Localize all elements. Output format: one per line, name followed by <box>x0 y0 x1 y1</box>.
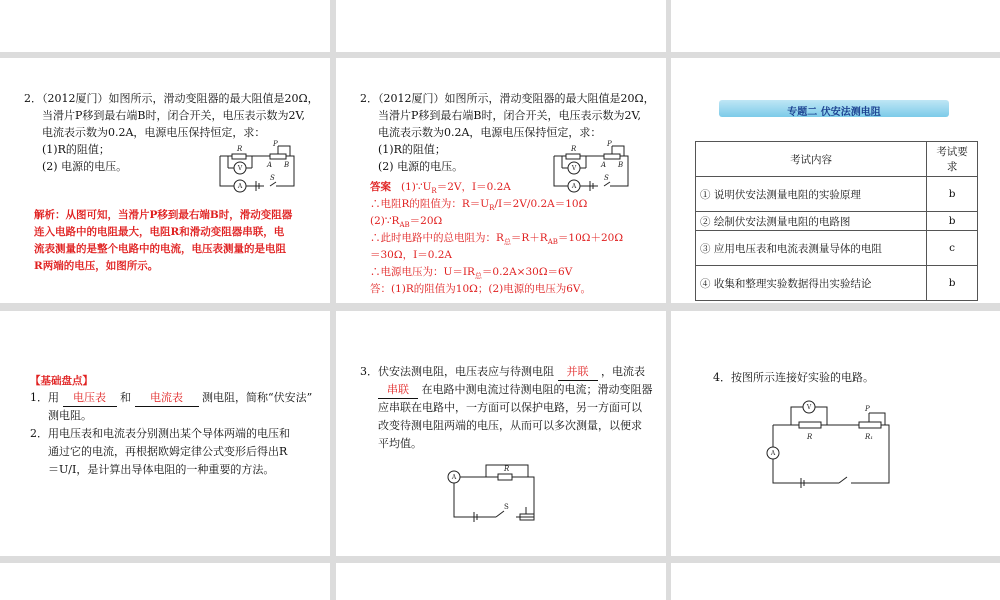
voltmeter-label: V <box>806 404 812 411</box>
label-r: R <box>807 433 813 441</box>
basics-line-4: ＝U/I，是计算出导体电阻的一种重要的方法。 <box>48 463 275 476</box>
question-line-2: 当滑片P移到最右端B时，闭合开关，电压表示数为2V, <box>378 109 641 122</box>
blank-voltmeter: 电压表 <box>63 389 117 407</box>
answer-3a: (2)∵R <box>370 215 400 227</box>
row-requirement: c <box>927 231 978 266</box>
rheostat-icon <box>604 154 620 159</box>
label-s: S <box>270 174 275 182</box>
ammeter-label: A <box>451 474 457 481</box>
analysis-line-1: 解析：从图可知，当滑片P移到最右端B时，滑动变阻器 <box>34 209 293 221</box>
analysis-line-3: 流表测量的是整个电路中的电流，电压表测量的是电阻 <box>34 243 286 255</box>
row-content: ③ 应用电压表和电流表测量导体的电阻 <box>696 231 927 266</box>
circuit-diagram <box>761 397 901 497</box>
answer-label: 答案 <box>370 181 391 193</box>
circuit-diagram <box>218 140 298 198</box>
question-line-1: 2．（2012厦门）如图所示，滑动变阻器的最大阻值是20Ω， <box>360 92 655 105</box>
voltmeter-label: V <box>237 165 243 172</box>
question-item-2: (2) 电源的电压。 <box>42 160 128 173</box>
slide-connect-circuit <box>671 311 1000 556</box>
basics-line-1 <box>30 389 312 407</box>
slide-question-analysis <box>0 58 330 303</box>
answer-6b: ＝0.2A×30Ω＝6V <box>481 266 573 278</box>
slide-bottom-left <box>0 563 330 600</box>
answer-4a: ∴此时电路中的总电阻为：R <box>370 232 504 244</box>
label-b: B <box>618 161 624 169</box>
rheostat-icon <box>270 154 286 159</box>
sub-total: 总 <box>503 238 511 247</box>
answer-6a: ∴电源电压为：U＝IR <box>370 266 475 278</box>
table-row <box>696 212 978 231</box>
analysis-line-2: 连入电路中的电阻最大，电阻R和滑动变阻器串联，电 <box>34 226 285 238</box>
table-row <box>696 266 978 301</box>
text-line-3: 应串联在电路中，一方面可以保护电路，另一方面可以 <box>378 401 642 414</box>
rheostat-icon <box>859 422 881 428</box>
answer-line-7: 答：(1)R的阻值为10Ω；(2)电源的电压为6V。 <box>370 283 591 295</box>
question-line-3: 电流表示数为0.2A，电源电压保持恒定，求： <box>42 126 266 139</box>
label-p: P <box>865 405 870 413</box>
blank-parallel: 并联 <box>558 363 598 381</box>
ammeter-label: A <box>571 183 577 190</box>
basics-1a: 1．用 <box>30 391 59 404</box>
basics-1b: 和 <box>120 391 131 404</box>
slide-topic-table <box>671 58 1000 303</box>
sub-r: R <box>489 204 495 213</box>
ammeter-label: A <box>237 183 243 190</box>
instruction-line: 4．按图所示连接好实验的电路。 <box>713 371 874 384</box>
slide-voltammetry <box>336 311 666 556</box>
basics-1c: 测电阻，简称“伏安法” <box>202 391 313 404</box>
text-line-1 <box>360 363 645 381</box>
text-1b: ，电流表 <box>601 365 645 378</box>
answer-line-5: ＝30Ω，I＝0.2A <box>370 249 452 261</box>
question-item-2: (2) 电源的电压。 <box>378 160 464 173</box>
row-content: ④ 收集和整理实验数据得出实验结论 <box>696 266 927 301</box>
answer-1b: ＝2V，I＝0.2A <box>436 181 511 193</box>
question-line-2: 当滑片P移到最右端B时，闭合开关，电压表示数为2V, <box>42 109 305 122</box>
label-r1: R₁ <box>865 433 874 441</box>
circuit-diagram <box>446 457 556 523</box>
section-title: 【基础盘点】 <box>30 375 93 387</box>
answer-4c: ＝10Ω＋20Ω <box>557 232 624 244</box>
table-header-row <box>696 142 978 177</box>
circuit-diagram <box>552 140 632 198</box>
label-a: A <box>267 161 273 169</box>
sub-total: 总 <box>474 272 482 281</box>
slide-bottom-middle <box>336 563 666 600</box>
slide-bottom-right <box>671 563 1000 600</box>
row-requirement: b <box>927 212 978 231</box>
blank-series: 串联 <box>378 381 418 399</box>
row-content: ② 绘制伏安法测量电阻的电路图 <box>696 212 927 231</box>
analysis-line-4: R两端的电压，如图所示。 <box>34 260 159 272</box>
question-line-1: 2．（2012厦门）如图所示，滑动变阻器的最大阻值是20Ω， <box>24 92 319 105</box>
question-line-3: 电流表示数为0.2A，电源电压保持恒定，求： <box>378 126 602 139</box>
resistor-icon <box>799 422 821 428</box>
answer-2b: /I＝2V/0.2A＝10Ω <box>494 198 588 210</box>
answer-1a: (1)∵U <box>401 181 432 193</box>
basics-line-1d: 测电阻。 <box>48 409 92 422</box>
sub-ab: AB <box>547 238 558 247</box>
sub-r: R <box>431 187 437 196</box>
label-r: R <box>237 145 243 153</box>
label-s: S <box>604 174 609 182</box>
row-requirement: b <box>927 266 978 301</box>
text-1a: 3．伏安法测电阻，电压表应与待测电阻 <box>360 365 554 378</box>
ammeter-label: A <box>770 450 776 457</box>
slide-question-answer <box>336 58 666 303</box>
slide-top-middle <box>336 0 666 52</box>
resistor-icon <box>566 154 580 159</box>
header-content: 考试内容 <box>696 142 927 177</box>
text-line-4: 改变待测电阻两端的电压，从而可以多次测量，以便求 <box>378 419 642 432</box>
answer-3b: ＝20Ω <box>409 215 443 227</box>
table-row <box>696 231 978 266</box>
resistor-icon <box>232 154 246 159</box>
label-b: B <box>284 161 290 169</box>
blank-ammeter: 电流表 <box>135 389 199 407</box>
label-p: P <box>607 140 612 148</box>
table-row <box>696 177 978 212</box>
slide-basics <box>0 311 330 556</box>
row-content: ① 说明伏安法测量电阻的实验原理 <box>696 177 927 212</box>
requirements-table <box>695 141 978 301</box>
label-p: P <box>273 140 278 148</box>
answer-4b: ＝R＋R <box>510 232 548 244</box>
label-s: S <box>504 503 509 511</box>
label-a: A <box>601 161 607 169</box>
text-2b: 在电路中测电流过待测电阻的电流；滑动变阻器 <box>421 383 653 396</box>
question-item-1: (1)R的阻值； <box>42 143 110 156</box>
text-line-5: 平均值。 <box>378 437 422 450</box>
text-line-2 <box>378 381 653 399</box>
question-item-1: (1)R的阻值； <box>378 143 446 156</box>
header-requirement: 考试要求 <box>927 142 978 177</box>
basics-line-2: 2．用电压表和电流表分别测出某个导体两端的电压和 <box>30 427 290 440</box>
slide-top-left <box>0 0 330 52</box>
label-r: R <box>504 465 510 473</box>
topic-banner <box>719 100 949 117</box>
slide-top-right <box>671 0 1000 52</box>
voltmeter-label: V <box>571 165 577 172</box>
answer-2a: ∴电阻R的阻值为：R＝U <box>370 198 490 210</box>
row-requirement: b <box>927 177 978 212</box>
basics-line-3: 通过它的电流，再根据欧姆定律公式变形后得出R <box>48 445 288 458</box>
label-r: R <box>571 145 577 153</box>
topic-banner-text: 专题二 伏安法测电阻 <box>787 107 881 118</box>
sub-ab: AB <box>399 221 410 230</box>
resistor-icon <box>498 474 512 480</box>
